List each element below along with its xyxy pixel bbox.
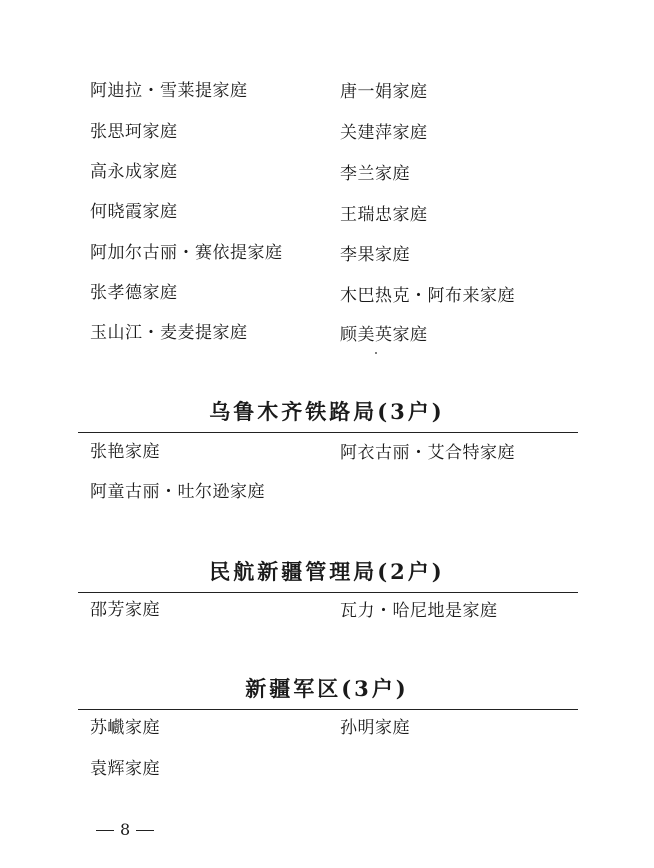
household-name: 高永成家庭	[90, 162, 178, 182]
household-name: 李果家庭	[340, 245, 410, 265]
household-name: 张孝德家庭	[90, 283, 178, 303]
household-name: 阿加尔古丽・赛依提家庭	[90, 243, 283, 263]
household-name: 孙明家庭	[340, 718, 410, 738]
section-rule	[78, 709, 578, 710]
scan-speck	[375, 352, 377, 354]
page-number: 8	[120, 820, 131, 839]
household-name: 苏巇家庭	[90, 718, 160, 738]
section-rule	[78, 432, 578, 433]
household-name: 顾美英家庭	[340, 325, 428, 345]
household-name: 阿童古丽・吐尔逊家庭	[90, 482, 265, 502]
household-name: 玉山江・麦麦提家庭	[90, 323, 248, 343]
household-name: 何晓霞家庭	[90, 202, 178, 222]
household-name: 瓦力・哈尼地是家庭	[340, 601, 498, 621]
household-name: 张艳家庭	[90, 442, 160, 462]
footer-dash-right	[136, 830, 154, 831]
household-name: 张思珂家庭	[90, 122, 178, 142]
footer-dash-left	[96, 830, 114, 831]
section-heading: 新疆军区(3户)	[245, 676, 409, 701]
page-footer	[90, 820, 160, 840]
section-heading: 民航新疆管理局(2户)	[209, 559, 445, 584]
household-name: 阿迪拉・雪莱提家庭	[90, 81, 248, 101]
household-name: 阿衣古丽・艾合特家庭	[340, 443, 515, 463]
section-rule	[78, 592, 578, 593]
household-name: 王瑞忠家庭	[340, 205, 428, 225]
household-name: 李兰家庭	[340, 164, 410, 184]
household-name: 袁辉家庭	[90, 759, 160, 779]
household-name: 唐一娟家庭	[340, 82, 428, 102]
household-name: 邵芳家庭	[90, 600, 160, 620]
section-heading: 乌鲁木齐铁路局(3户)	[209, 399, 445, 424]
household-name: 木巴热克・阿布来家庭	[340, 286, 515, 306]
household-name: 关建萍家庭	[340, 123, 428, 143]
